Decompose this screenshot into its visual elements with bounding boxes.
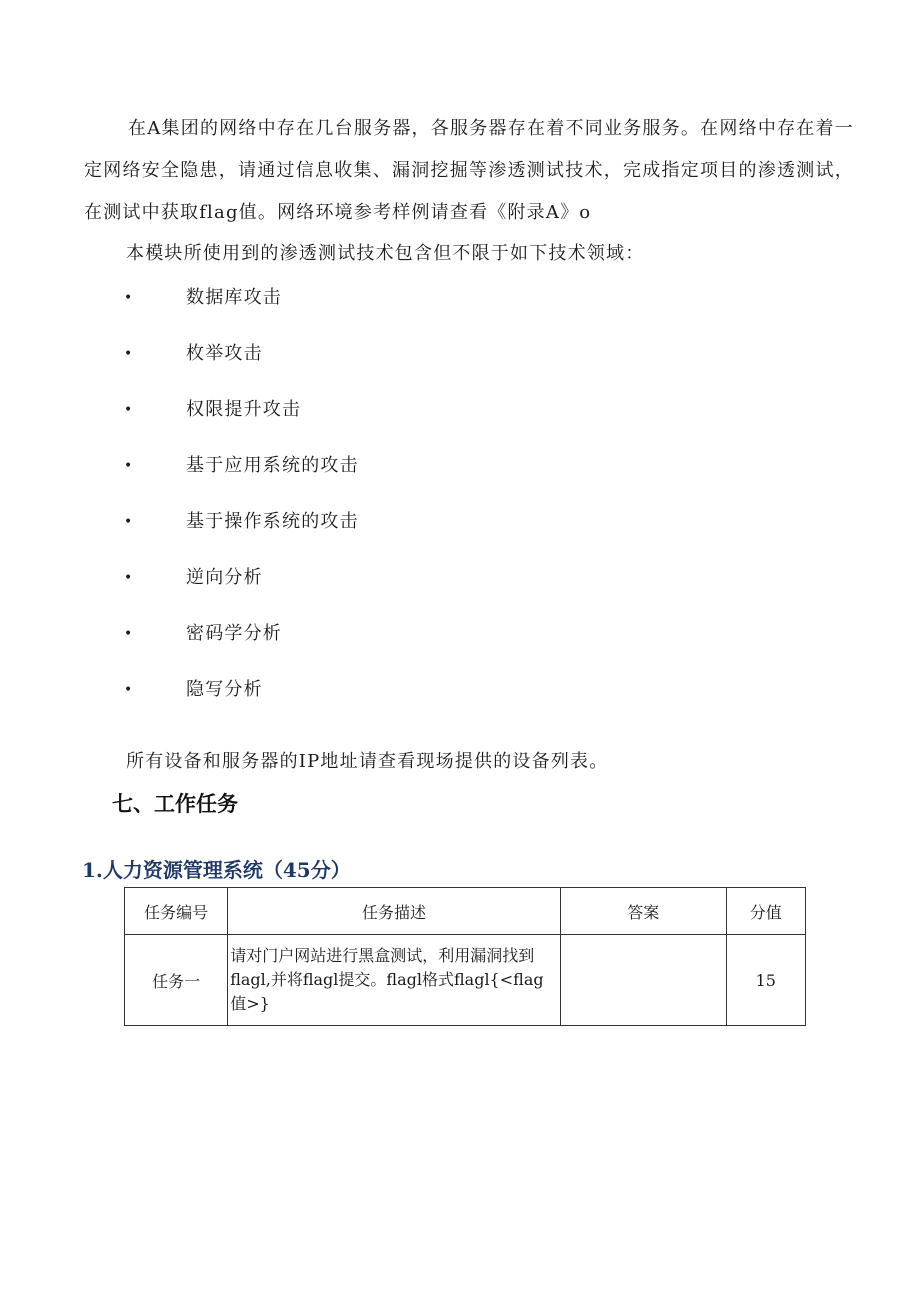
table-row <box>125 935 806 1026</box>
technique-label: 基于操作系统的攻击 <box>186 511 359 532</box>
table-header-row <box>125 888 806 935</box>
bullet-icon: • <box>124 346 134 362</box>
header-answer: 答案 <box>560 888 726 935</box>
bullet-icon: • <box>124 290 134 306</box>
bullet-icon: • <box>124 514 134 530</box>
technique-label: 隐写分析 <box>186 679 263 700</box>
task-id-cell: 任务一 <box>125 935 228 1026</box>
technique-label: 密码学分析 <box>186 623 282 644</box>
header-task-id: 任务编号 <box>125 888 228 935</box>
task-description-cell: 请对门户网站进行黑盒测试，利用漏洞找到flagl,并将flagl提交。flagl格式flagl{<flag值>} <box>228 935 561 1026</box>
answer-cell[interactable] <box>560 935 726 1026</box>
technique-label: 权限提升攻击 <box>186 399 302 420</box>
bullet-icon: • <box>124 682 134 698</box>
section-title: 七、工作任务 <box>112 792 238 816</box>
technique-label: 枚举攻击 <box>186 343 263 364</box>
technique-label: 数据库攻击 <box>186 287 282 308</box>
technique-label: 基于应用系统的攻击 <box>186 455 359 476</box>
task-table <box>124 887 806 1026</box>
score-cell: 15 <box>726 935 805 1026</box>
bullet-icon: • <box>124 570 134 586</box>
header-score: 分值 <box>726 888 805 935</box>
bullet-icon: • <box>124 402 134 418</box>
header-task-description: 任务描述 <box>228 888 561 935</box>
ip-address-note: 所有设备和服务器的IP地址请查看现场提供的设备列表。 <box>126 751 609 772</box>
scope-intro: 本模块所使用到的渗透测试技术包含但不限于如下技术领域： <box>126 243 645 264</box>
intro-paragraph: 在A集团的网络中存在几台服务器，各服务器存在着不同业务服务。在网络中存在着一定网络安全隐患，请通过信息收集、漏洞挖掘等渗透测试技术，完成指定项目的渗透测试，在测试中获取flag值。网络环境参考样例请查看《附录A》o <box>84 118 854 223</box>
subsection-title: 1.人力资源管理系统（45分） <box>82 858 351 882</box>
bullet-icon: • <box>124 458 134 474</box>
bullet-icon: • <box>124 626 134 642</box>
technique-label: 逆向分析 <box>186 567 263 588</box>
